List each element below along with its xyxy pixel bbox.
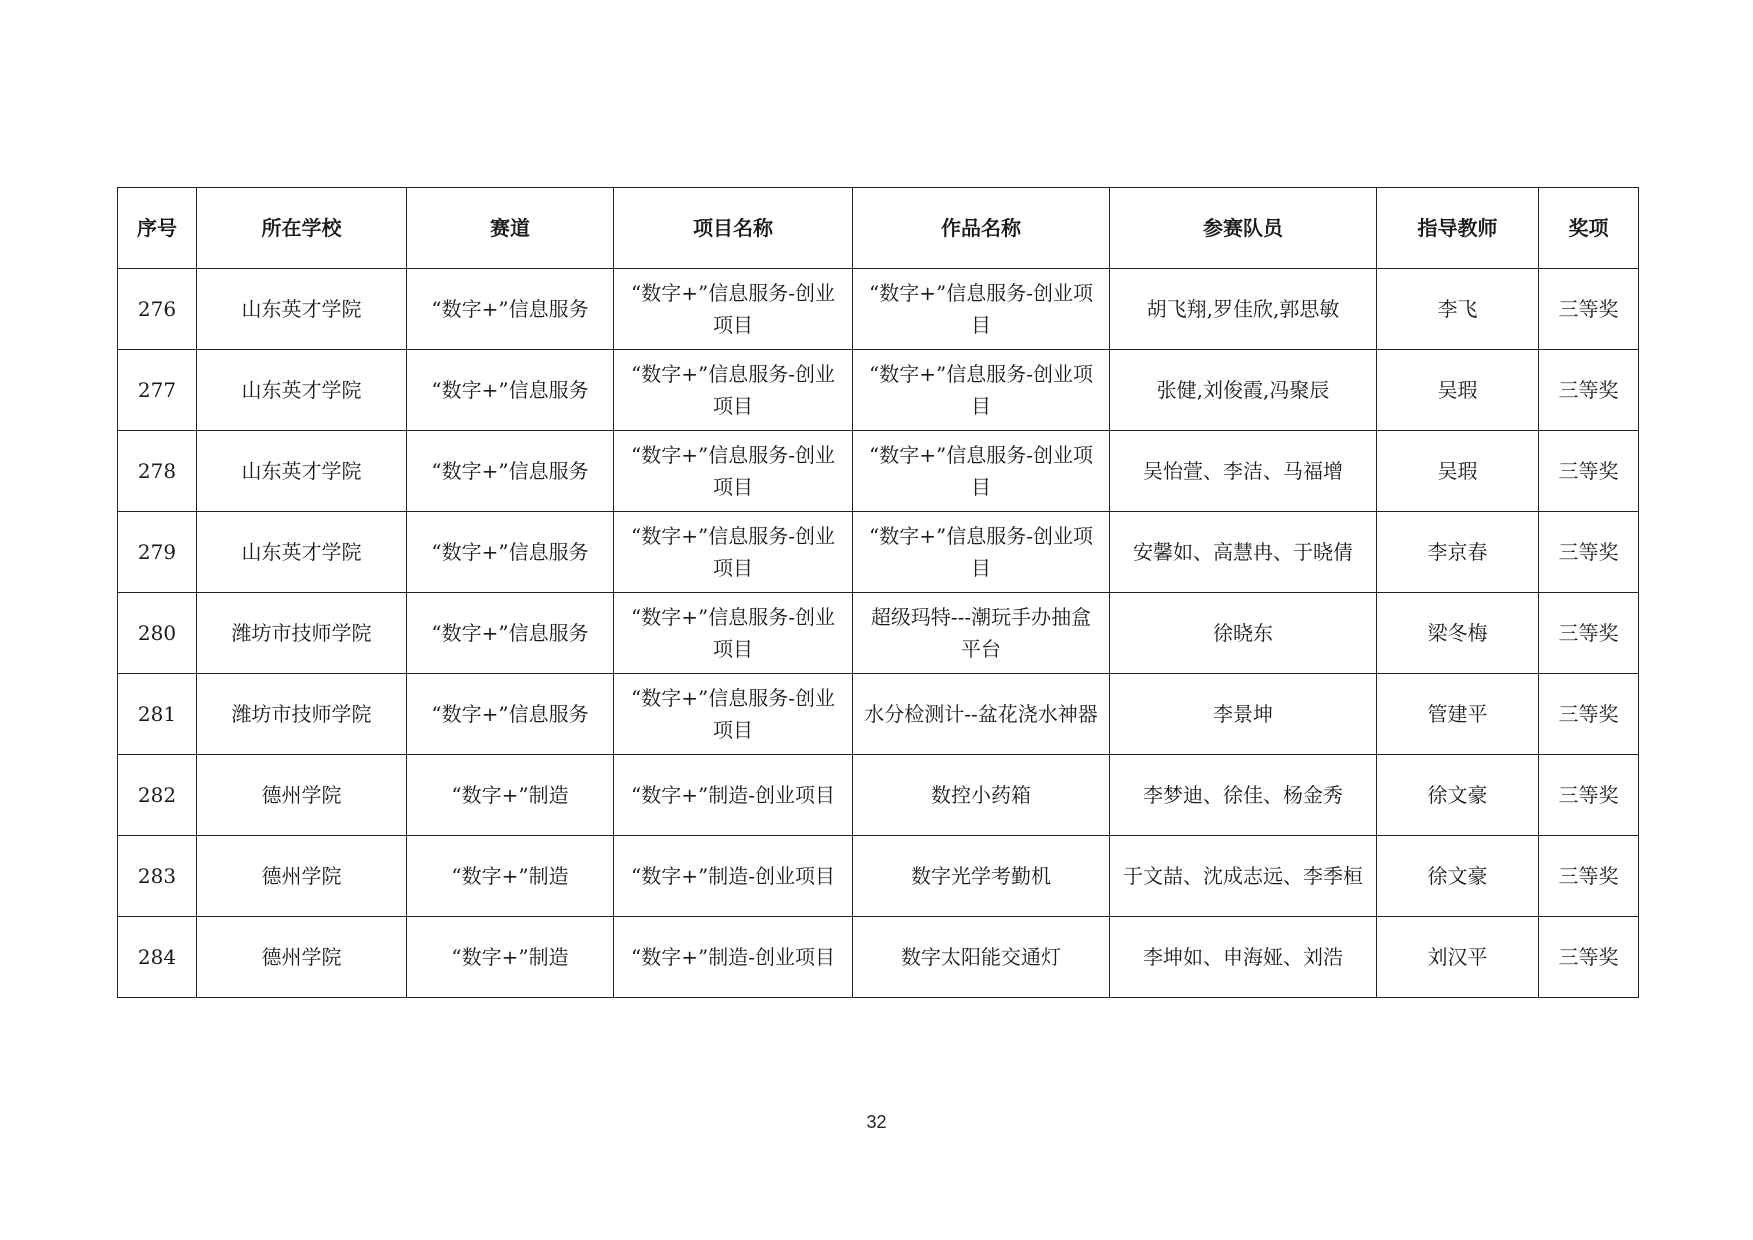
cell-index: 276 xyxy=(118,269,197,350)
cell-work-name: 超级玛特---潮玩手办抽盒平台 xyxy=(853,593,1110,674)
cell-team-members: 李坤如、申海娅、刘浩 xyxy=(1110,917,1377,998)
cell-track: “数字+”信息服务 xyxy=(407,350,614,431)
cell-track: “数字+”制造 xyxy=(407,836,614,917)
cell-project-name: “数字+”制造-创业项目 xyxy=(614,917,853,998)
cell-index: 284 xyxy=(118,917,197,998)
cell-project-name: “数字+”信息服务-创业项目 xyxy=(614,350,853,431)
cell-school: 潍坊市技师学院 xyxy=(197,674,407,755)
cell-index: 280 xyxy=(118,593,197,674)
cell-team-members: 吴怡萱、李洁、马福增 xyxy=(1110,431,1377,512)
cell-team-members: 李景坤 xyxy=(1110,674,1377,755)
cell-index: 281 xyxy=(118,674,197,755)
header-school: 所在学校 xyxy=(197,188,407,269)
cell-award: 三等奖 xyxy=(1539,269,1639,350)
cell-advisor: 徐文豪 xyxy=(1377,755,1539,836)
cell-work-name: “数字+”信息服务-创业项目 xyxy=(853,350,1110,431)
cell-advisor: 李京春 xyxy=(1377,512,1539,593)
cell-award: 三等奖 xyxy=(1539,755,1639,836)
cell-team-members: 胡飞翔,罗佳欣,郭思敏 xyxy=(1110,269,1377,350)
header-project-name: 项目名称 xyxy=(614,188,853,269)
cell-award: 三等奖 xyxy=(1539,917,1639,998)
cell-work-name: “数字+”信息服务-创业项目 xyxy=(853,269,1110,350)
cell-team-members: 安馨如、高慧冉、于晓倩 xyxy=(1110,512,1377,593)
cell-index: 282 xyxy=(118,755,197,836)
cell-advisor: 刘汉平 xyxy=(1377,917,1539,998)
cell-project-name: “数字+”信息服务-创业项目 xyxy=(614,512,853,593)
cell-advisor: 吴瑕 xyxy=(1377,431,1539,512)
awards-table xyxy=(117,187,1639,998)
cell-school: 德州学院 xyxy=(197,836,407,917)
cell-award: 三等奖 xyxy=(1539,512,1639,593)
cell-track: “数字+”信息服务 xyxy=(407,269,614,350)
cell-work-name: 水分检测计--盆花浇水神器 xyxy=(853,674,1110,755)
cell-school: 德州学院 xyxy=(197,917,407,998)
cell-award: 三等奖 xyxy=(1539,431,1639,512)
cell-track: “数字+”制造 xyxy=(407,917,614,998)
cell-advisor: 梁冬梅 xyxy=(1377,593,1539,674)
page-number: 32 xyxy=(866,1112,887,1132)
cell-advisor: 李飞 xyxy=(1377,269,1539,350)
header-work-name: 作品名称 xyxy=(853,188,1110,269)
cell-track: “数字+”信息服务 xyxy=(407,674,614,755)
cell-track: “数字+”信息服务 xyxy=(407,431,614,512)
table-row xyxy=(118,674,1639,755)
cell-project-name: “数字+”信息服务-创业项目 xyxy=(614,269,853,350)
table-row xyxy=(118,917,1639,998)
cell-project-name: “数字+”制造-创业项目 xyxy=(614,755,853,836)
table-row xyxy=(118,755,1639,836)
table-row xyxy=(118,836,1639,917)
cell-project-name: “数字+”信息服务-创业项目 xyxy=(614,593,853,674)
table-header-row xyxy=(118,188,1639,269)
cell-advisor: 吴瑕 xyxy=(1377,350,1539,431)
cell-work-name: “数字+”信息服务-创业项目 xyxy=(853,431,1110,512)
table-row xyxy=(118,269,1639,350)
cell-track: “数字+”信息服务 xyxy=(407,512,614,593)
cell-school: 德州学院 xyxy=(197,755,407,836)
cell-work-name: 数字太阳能交通灯 xyxy=(853,917,1110,998)
cell-team-members: 李梦迪、徐佳、杨金秀 xyxy=(1110,755,1377,836)
cell-track: “数字+”制造 xyxy=(407,755,614,836)
cell-award: 三等奖 xyxy=(1539,593,1639,674)
header-track: 赛道 xyxy=(407,188,614,269)
cell-work-name: 数字光学考勤机 xyxy=(853,836,1110,917)
cell-advisor: 徐文豪 xyxy=(1377,836,1539,917)
cell-award: 三等奖 xyxy=(1539,674,1639,755)
cell-award: 三等奖 xyxy=(1539,350,1639,431)
cell-team-members: 于文喆、沈成志远、李季桓 xyxy=(1110,836,1377,917)
table-row xyxy=(118,593,1639,674)
cell-school: 山东英才学院 xyxy=(197,350,407,431)
cell-index: 277 xyxy=(118,350,197,431)
cell-project-name: “数字+”信息服务-创业项目 xyxy=(614,431,853,512)
cell-work-name: 数控小药箱 xyxy=(853,755,1110,836)
table-row xyxy=(118,431,1639,512)
cell-advisor: 管建平 xyxy=(1377,674,1539,755)
cell-school: 潍坊市技师学院 xyxy=(197,593,407,674)
cell-project-name: “数字+”信息服务-创业项目 xyxy=(614,674,853,755)
header-index: 序号 xyxy=(118,188,197,269)
cell-track: “数字+”信息服务 xyxy=(407,593,614,674)
header-award: 奖项 xyxy=(1539,188,1639,269)
cell-project-name: “数字+”制造-创业项目 xyxy=(614,836,853,917)
cell-index: 279 xyxy=(118,512,197,593)
cell-index: 278 xyxy=(118,431,197,512)
cell-team-members: 张健,刘俊霞,冯聚辰 xyxy=(1110,350,1377,431)
header-team-members: 参赛队员 xyxy=(1110,188,1377,269)
cell-team-members: 徐晓东 xyxy=(1110,593,1377,674)
cell-index: 283 xyxy=(118,836,197,917)
cell-work-name: “数字+”信息服务-创业项目 xyxy=(853,512,1110,593)
cell-award: 三等奖 xyxy=(1539,836,1639,917)
table-row xyxy=(118,350,1639,431)
cell-school: 山东英才学院 xyxy=(197,431,407,512)
cell-school: 山东英才学院 xyxy=(197,269,407,350)
header-advisor: 指导教师 xyxy=(1377,188,1539,269)
cell-school: 山东英才学院 xyxy=(197,512,407,593)
table-row xyxy=(118,512,1639,593)
